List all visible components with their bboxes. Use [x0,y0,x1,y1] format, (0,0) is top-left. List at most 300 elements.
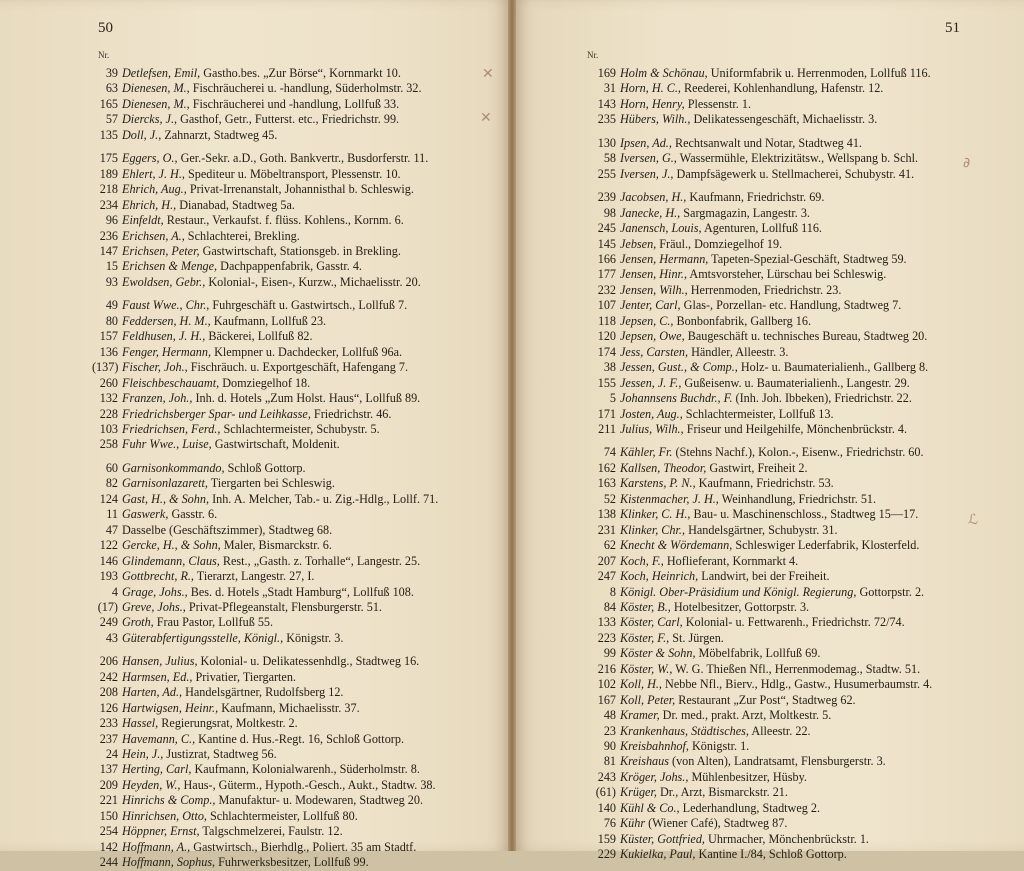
directory-entry [590,492,1010,507]
entry-number: 49 [105,298,118,313]
entry-name: Koll, Peter, [620,692,676,707]
left-nr-header: Nr. [98,50,110,60]
entry-number: 218 [99,182,118,197]
entry-name: Kistenmacher, J. H., [620,491,719,506]
directory-entry [92,391,492,406]
entry-name: Detlefsen, Emil, [122,66,201,80]
entry-details: Hoflieferant, Kornmarkt 4. [663,553,799,568]
entry-name: Garnisonlazarett, [122,476,208,491]
entry-number: 147 [99,243,118,258]
entry-details: Schlachtermeister, Lollfuß 80. [206,808,358,823]
entry-details: Bonbonfabrik, Gallberg 16. [673,313,812,328]
entry-number: 245 [597,221,616,236]
entry-name: Koch, Heinrich, [620,569,699,584]
entry-name: Hübers, Wilh., [620,112,691,127]
entry-name: Garnisonkommando, [122,460,225,475]
entry-details: Kaufmann, Michaelisstr. 37. [218,700,360,715]
directory-entry [590,724,1010,739]
entry-number: 90 [603,739,616,754]
pencil-hook-mark: ∂ [963,155,971,171]
directory-entry [590,252,1010,267]
entry-name: Heyden, W., [122,777,181,792]
entry-name: Horn, Henry, [620,96,685,111]
directory-entry [92,66,492,81]
directory-entry [92,112,492,127]
entry-details: Gastwirtschaft, Stationsgeb. in Brekling. [199,243,401,258]
entry-details: Agenturen, Lollfuß 116. [701,221,822,236]
directory-entry [92,275,492,290]
pencil-letter-mark: ℒ [968,512,979,528]
entry-details: Spediteur u. Möbeltransport, Plessenstr. 10. [184,166,401,181]
entry-number: 132 [99,391,118,406]
entry-name: Jepsen, Owe, [620,329,685,344]
entry-number: 74 [603,445,616,460]
directory-entry [590,554,1010,569]
entry-name: Kreisbahnhof, [620,739,689,754]
directory-entry [590,267,1010,282]
entry-details: Fuhrwerksbesitzer, Lollfuß 99. [215,855,369,870]
entry-name: Kreishaus [620,754,669,769]
entry-details: Fischräucherei u. -handlung, Süderholmstr. 32. [189,81,422,96]
entry-number: 216 [597,661,616,676]
entry-name: Jensen, Hermann, [620,251,709,266]
directory-entry [590,785,1010,800]
entry-number: 228 [99,406,118,421]
directory-entry [92,778,492,793]
directory-entry [590,167,1010,182]
entry-name: Koch, F., [620,553,664,568]
entry-number: 140 [597,800,616,815]
entry-details: Gußeisenw. u. Baumaterialienh., Langestr. 29. [681,375,910,390]
entry-details: Tierarzt, Langestr. 27, I. [193,569,315,584]
entry-number: 211 [598,421,616,436]
entry-number: 136 [99,344,118,359]
entry-number: 254 [99,824,118,839]
directory-entry [590,770,1010,785]
entry-number: 93 [105,274,118,289]
entry-name: Josten, Aug., [620,406,683,421]
entry-number: 175 [99,151,118,166]
directory-entry [590,151,1010,166]
entry-name: Eggers, O., [122,151,178,166]
directory-entry [590,97,1010,112]
entry-details: Justizrat, Stadtweg 56. [163,747,277,762]
entry-number: 177 [597,267,616,282]
entry-number: 244 [99,855,118,870]
entry-details: Gasstr. 6. [168,507,218,522]
entry-number: 99 [603,646,616,661]
entry-number: 249 [99,615,118,630]
entry-name: Jensen, Wilh., [620,282,688,297]
entry-number: 157 [99,329,118,344]
directory-entry [590,345,1010,360]
entry-details: Tiergarten bei Schleswig. [207,476,335,491]
directory-entry [590,847,1010,862]
directory-entry [590,585,1010,600]
directory-entry [92,507,492,522]
entry-details: Sargmagazin, Langestr. 3. [680,205,810,220]
entry-name: Kröger, Johs., [620,769,689,784]
entry-number: 48 [603,708,616,723]
entry-number: 221 [99,793,118,808]
entry-number: 242 [99,669,118,684]
entry-number: (137) [92,360,119,375]
entry-number: 174 [597,344,616,359]
entry-name: Diercks, J., [122,112,178,127]
entry-name: Ipsen, Ad., [620,135,672,150]
directory-entry [92,81,492,96]
entry-name: Johannsens Buchdr., F. [620,391,733,406]
directory-entry [92,345,492,360]
left-page [0,0,512,870]
entry-name: Feldhusen, J. H., [122,329,206,344]
entry-details: Klempner u. Dachdecker, Lollfuß 96a. [211,344,403,359]
entry-name: Fenger, Hermann, [122,344,212,359]
entry-number: 206 [99,654,118,669]
directory-entry [92,762,492,777]
entry-name: Krüger, [620,785,657,800]
entry-details: Rechtsanwalt und Notar, Stadtweg 41. [671,135,862,150]
entry-details: Kolonial-, Eisen-, Kurzw., Michaelisstr. 20. [205,274,421,289]
directory-entry [590,376,1010,391]
entry-name: Jebsen, [620,236,657,251]
entry-details: (Wiener Café), Stadtweg 87. [645,816,788,831]
entry-number: 247 [597,569,616,584]
entry-details: Dampfsägewerk u. Stellmacherei, Schubystr. 41. [673,166,915,181]
entry-name: Gast, H., & Sohn, [122,491,210,506]
entry-number: 208 [99,685,118,700]
entry-number: (17) [97,599,118,614]
directory-entry [92,523,492,538]
entry-details: Amtsvorsteher, Lürschau bei Schleswig. [687,267,887,282]
entry-name: Julius, Wilh., [620,421,684,436]
directory-entry [590,693,1010,708]
directory-entry [92,732,492,747]
directory-entry [92,97,492,112]
entry-name: Fleischbeschauamt, [122,375,220,390]
entry-number: 171 [597,406,616,421]
entry-details: Gottorpstr. 2. [856,584,925,599]
directory-entry [92,407,492,422]
entry-details: Privat-Pflegeanstalt, Flensburgerstr. 51. [185,599,382,614]
entry-details: Handelsgärtner, Rudolfsberg 12. [182,685,344,700]
entry-details: Gastwirtsch., Bierhdlg., Poliert. 35 am Stadtf. [190,839,417,854]
entry-details: Gastwirtschaft, Moldenit. [211,437,340,452]
entry-name: Doll, J., [122,127,162,142]
directory-entry [92,229,492,244]
directory-entry [590,221,1010,236]
entry-name: Hassel, [122,716,159,731]
entry-number: 150 [99,808,118,823]
entry-number: (61) [595,785,616,800]
entry-number: 163 [597,476,616,491]
directory-entry [590,81,1010,96]
directory-entry [92,685,492,700]
entry-name: Ehrich, Aug., [122,182,187,197]
directory-entry [590,445,1010,460]
entry-name: Herting, Carl, [122,762,192,777]
entry-number: 233 [99,716,118,731]
directory-entry [590,391,1010,406]
entry-name: Groth, [122,615,154,630]
entry-details: Dr., Arzt, Bismarckstr. 21. [656,785,788,800]
entry-number: 80 [105,313,118,328]
entry-number: 130 [597,135,616,150]
entry-details: Plessenstr. 1. [684,96,752,111]
entry-number: 169 [597,66,616,80]
entry-number: 235 [597,112,616,127]
entry-name: Erichsen & Menge, [122,259,218,274]
entry-name: Greve, Johs., [122,599,186,614]
entry-number: 84 [603,599,616,614]
directory-entry [590,631,1010,646]
directory-entry [590,237,1010,252]
directory-entry [590,298,1010,313]
directory-entry [92,538,492,553]
entry-number: 118 [598,313,616,328]
entry-name: Faust Wwe., Chr., [122,298,210,313]
entry-number: 258 [99,437,118,452]
entry-name: Glindemann, Claus, [122,553,220,568]
entry-number: 243 [597,769,616,784]
entry-name: Dienesen, M., [122,96,190,111]
entry-name: Köster, F., [620,630,670,645]
directory-entry [92,585,492,600]
entry-details: Königstr. 1. [688,739,750,754]
entry-details: Königstr. 3. [283,630,344,645]
directory-entry [92,376,492,391]
entry-details: Delikatessengeschäft, Michaelisstr. 3. [690,112,878,127]
entry-number: 102 [597,677,616,692]
pencil-cross-mark: ✕ [482,66,494,82]
directory-entry [590,314,1010,329]
entry-name: Hinrichsen, Otto, [122,808,207,823]
directory-entry [590,190,1010,205]
entry-number: 135 [99,127,118,142]
entry-number: 103 [99,421,118,436]
entry-name: Erichsen, Peter, [122,243,200,258]
entry-details: Hotelbesitzer, Gottorpstr. 3. [670,599,810,614]
book-gutter [508,0,516,851]
entry-details: Alleestr. 22. [748,723,811,738]
directory-entry [590,136,1010,151]
entry-details: Uhrmacher, Mönchenbrückstr. 1. [704,831,869,846]
entry-name: Kühl & Co., [620,800,680,815]
entry-name: Köster, Carl, [620,615,683,630]
entry-details: Holz- u. Baumaterialienh., Gallberg 8. [737,360,929,375]
entry-name: Ehlert, J. H., [122,166,185,181]
entry-details: Kantine I./84, Schloß Gottorp. [695,847,847,862]
entry-number: 145 [597,236,616,251]
entry-details: Kantine d. Hus.-Regt. 16, Schloß Gottorp. [195,731,404,746]
entry-name: Grage, Johs., [122,584,188,599]
entry-name: Feddersen, H. M., [122,313,211,328]
right-entry-list [590,66,1010,863]
left-page-number: 50 [98,20,113,36]
entry-number: 209 [99,777,118,792]
entry-name: Jacobsen, H., [620,190,687,205]
entry-details: Uniformfabrik u. Herrenmoden, Lollfuß 116. [707,66,931,80]
entry-details: Haus-, Güterm., Hypoth.-Gesch., Aukt., Stadtw. 38. [180,777,436,792]
entry-details: Schleswiger Lederfabrik, Klosterfeld. [732,538,920,553]
entry-details: Rest., „Gasth. z. Torhalle“, Langestr. 25. [219,553,421,568]
entry-number: 81 [603,754,616,769]
directory-entry [92,314,492,329]
entry-number: 31 [603,81,616,96]
entry-details: (von Alten), Landratsamt, Flensburgerstr. 3. [668,754,886,769]
directory-entry [92,182,492,197]
entry-number: 165 [99,96,118,111]
directory-entry [92,213,492,228]
directory-entry [590,801,1010,816]
directory-entry [92,809,492,824]
pencil-cross-mark: ✕ [480,110,492,126]
directory-entry [92,600,492,615]
directory-entry [590,112,1010,127]
directory-entry [590,600,1010,615]
entry-number: 167 [597,692,616,707]
directory-entry [590,739,1010,754]
entry-details: Fischräuch. u. Exportgeschäft, Hafengang 7. [187,360,408,375]
entry-number: 107 [597,298,616,313]
directory-entry [92,259,492,274]
entry-number: 146 [99,553,118,568]
entry-details: St. Jürgen. [669,630,724,645]
entry-number: 58 [603,151,616,166]
entry-name: Kühr [620,816,646,831]
entry-number: 232 [597,282,616,297]
directory-entry [590,677,1010,692]
entry-details: Bau- u. Maschinenschloss., Stadtweg 15—17. [690,507,919,522]
entry-details: Restaur., Verkaufst. f. flüss. Kohlens., Kornm. 6. [163,213,404,228]
entry-details: Restaurant „Zur Post“, Stadtweg 62. [675,692,856,707]
entry-name: Iversen, G., [620,151,677,166]
directory-entry [92,437,492,452]
entry-details: Bäckerei, Lollfuß 82. [205,329,313,344]
directory-entry [590,646,1010,661]
entry-name: Iversen, J., [620,166,674,181]
entry-details: Möbelfabrik, Lollfuß 69. [695,646,821,661]
entry-name: Klinker, Chr., [620,522,686,537]
entry-number: 23 [603,723,616,738]
entry-details: Gastho.bes. „Zur Börse“, Kornmarkt 10. [200,66,401,80]
entry-details: Landwirt, bei der Freiheit. [698,569,830,584]
entry-number: 8 [609,584,616,599]
entry-name: Jess, Carsten, [620,344,689,359]
entry-details: Gastwirt, Freiheit 2. [706,460,808,475]
directory-entry [590,569,1010,584]
entry-details: Ger.-Sekr. a.D., Goth. Bankvertr., Busdorferstr. 11. [177,151,429,166]
entry-number: 133 [597,615,616,630]
entry-name: Köster & Sohn, [620,646,696,661]
entry-number: 260 [99,375,118,390]
left-entry-list [92,66,492,871]
directory-entry [92,461,492,476]
entry-details: Gasthof, Getr., Futterst. etc., Friedrichstr. 99. [177,112,400,127]
directory-entry [590,422,1010,437]
directory-entry [590,754,1010,769]
entry-name: Gercke, H., & Sohn, [122,538,221,553]
entry-details: Privatier, Tiergarten. [192,669,296,684]
entry-name: Krankenhaus, Städtisches, [620,723,749,738]
directory-entry [590,615,1010,630]
directory-entry [92,554,492,569]
entry-name: Erichsen, A., [122,228,185,243]
directory-entry [92,422,492,437]
entry-name: Hartwigsen, Heinr., [122,700,219,715]
right-page-number: 51 [945,20,960,36]
directory-entry [92,128,492,143]
directory-entry [590,461,1010,476]
entry-details: Dachpappenfabrik, Gasstr. 4. [217,259,362,274]
directory-entry [92,569,492,584]
entry-details: Zahnarzt, Stadtweg 45. [161,127,278,142]
entry-name: Horn, H. C., [620,81,681,96]
entry-details: Regierungsrat, Moltkestr. 2. [158,716,298,731]
directory-entry [590,832,1010,847]
entry-number: 142 [99,839,118,854]
entry-details: Frau Pastor, Lollfuß 55. [153,615,274,630]
entry-number: 137 [99,762,118,777]
right-nr-header: Nr. [587,50,599,60]
entry-name: Kramer, [620,708,660,723]
entry-name: Friedrichsberger Spar- und Leihkasse, [122,406,311,421]
directory-entry [92,654,492,669]
entry-details: Glas-, Porzellan- etc. Handlung, Stadtweg 7. [680,298,902,313]
directory-entry [92,631,492,646]
entry-number: 24 [105,747,118,762]
entry-name: Jessen, J. F., [620,375,682,390]
entry-number: 82 [105,476,118,491]
directory-entry [92,701,492,716]
entry-details: Fuhrgeschäft u. Gastwirtsch., Lollfuß 7. [209,298,408,313]
entry-details: Nebbe Nfl., Bierv., Hdlg., Gastw., Husumerbaumstr. 4. [661,677,933,692]
entry-name: Havemann, C., [122,731,196,746]
directory-entry [92,476,492,491]
entry-number: 124 [99,491,118,506]
entry-details: Wassermühle, Elektrizitätsw., Wellspang b. Schl. [676,151,919,166]
entry-name: Jenter, Carl, [620,298,681,313]
directory-entry [92,329,492,344]
entry-details: (Stehns Nachf.), Kolon.-, Eisenw., Friedrichstr. 60. [672,445,924,460]
entry-number: 39 [105,66,118,80]
entry-number: 155 [597,375,616,390]
entry-name: Franzen, Joh., [122,391,193,406]
entry-number: 239 [597,190,616,205]
entry-number: 5 [609,391,616,406]
entry-name: Jensen, Hinr., [620,267,688,282]
entry-details: Friseur und Heilgehilfe, Mönchenbrückstr. 4. [683,421,908,436]
entry-name: Karstens, P. N., [620,476,696,491]
directory-entry [92,167,492,182]
entry-number: 38 [603,360,616,375]
entry-details: Domziegelhof 18. [219,375,311,390]
entry-number: 193 [99,569,118,584]
entry-name: Janecke, H., [620,205,681,220]
entry-name: Kukielka, Paul, [620,847,696,862]
entry-number: 43 [105,630,118,645]
directory-entry [92,840,492,855]
directory-entry [92,670,492,685]
entry-number: 76 [603,816,616,831]
entry-number: 62 [603,538,616,553]
entry-name: Einfeldt, [122,213,164,228]
directory-entry [590,329,1010,344]
entry-details: Kaufmann, Lollfuß 23. [210,313,327,328]
directory-entry [590,507,1010,522]
directory-entry [590,360,1010,375]
entry-name: Hinrichs & Comp., [122,793,216,808]
